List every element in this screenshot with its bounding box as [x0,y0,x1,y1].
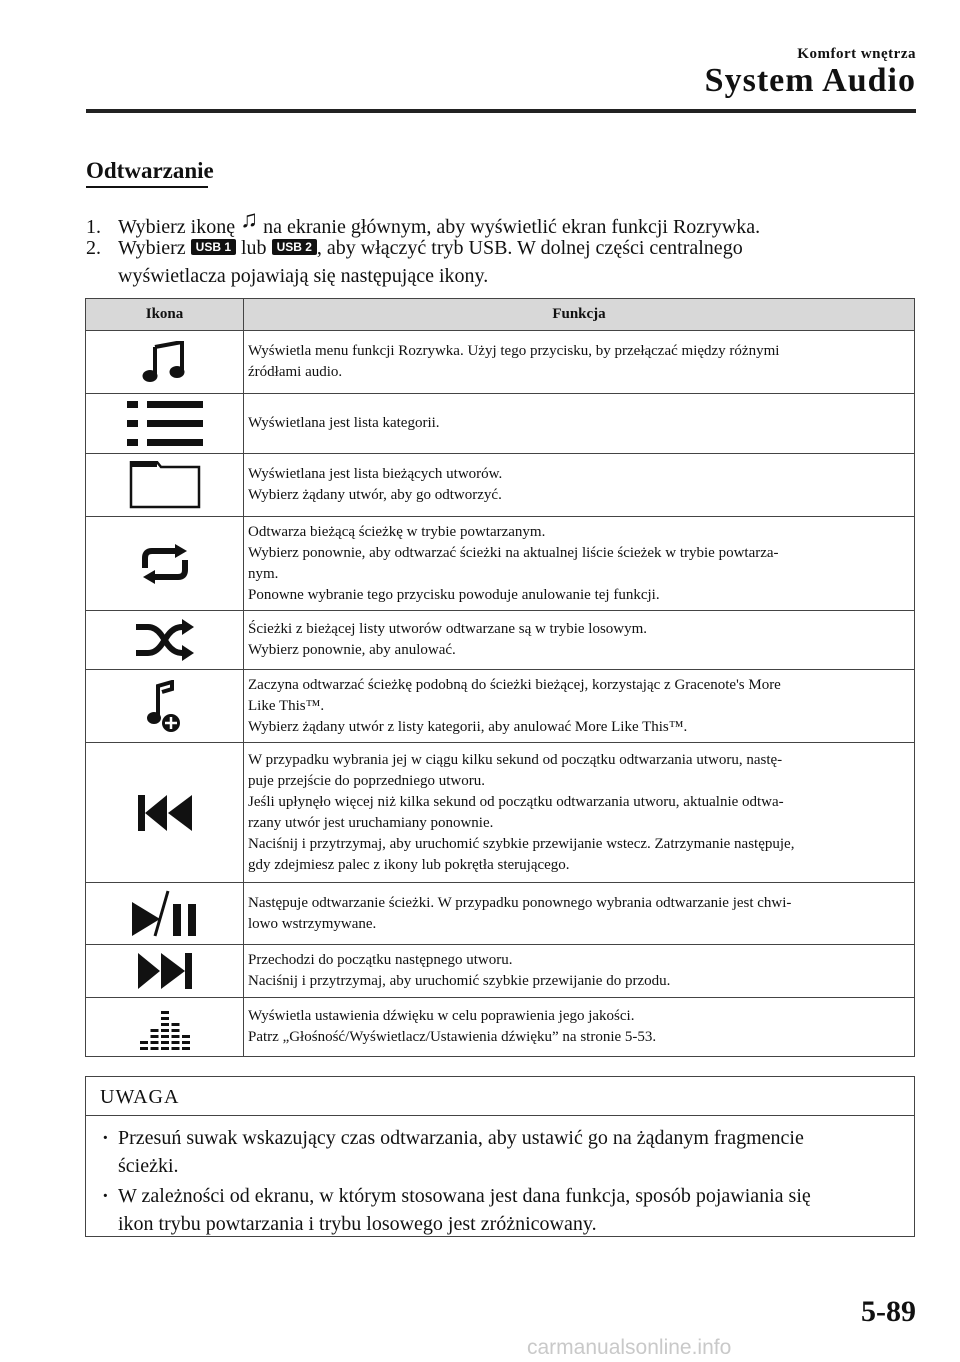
table-cell-function [244,743,915,883]
header-title: System Audio [704,62,916,99]
shuffle-icon [87,618,242,662]
note-text-line: · W zależności od ekranu, w którym stosowana jest dana funkcja, sposób pojawiania się [118,1185,811,1207]
column-header-function: Funkcja [244,299,915,331]
table-cell-icon [86,517,244,611]
function-text-line: gdy zdejmiesz palec z ikony lub pokrętła sterującego. [248,856,570,873]
function-text-line: Wyświetla menu funkcji Rozrywka. Użyj tego przycisku, by przełączać między różnymi [248,343,780,359]
repeat-icon [87,544,242,584]
function-text-line: Like This™. [248,697,325,714]
note-box [85,1076,915,1237]
column-header-icon: Ikona [86,299,244,331]
function-text-line: lowo wstrzymywane. [248,915,377,932]
table-row [86,454,915,517]
table-cell-function [244,998,915,1057]
function-text-line: Naciśnij i przytrzymaj, aby uruchomić szybkie przewijanie do przodu. [248,973,671,989]
table-cell-icon [86,394,244,454]
watermark: carmanualsonline.info [527,1336,732,1359]
table-cell-function [244,517,915,611]
more-like-this-icon [87,680,242,732]
table-row [86,883,915,945]
page-number: 5-89 [861,1295,916,1328]
table-cell-function [244,454,915,517]
step-text: na ekranie głównym, aby wyświetlić ekran funkcji Rozrywka. [258,216,761,238]
table-row [86,394,915,454]
table-cell-icon [86,670,244,743]
function-text-line: Wybierz ponownie, aby anulować. [248,642,456,658]
list-icon [87,398,242,450]
function-text-line: puje przejście do poprzedniego utworu. [248,772,486,789]
function-text-line: Odtwarza bieżącą ścieżkę w trybie powtarzanym. [248,523,546,540]
table-row [86,998,915,1057]
table-cell-icon [86,611,244,670]
function-text-line: W przypadku wybrania jej w ciągu kilku sekund od początku odtwarzania utworu, nastę- [248,751,783,768]
table-row [86,611,915,670]
table-cell-icon [86,945,244,998]
function-text-line: źródłami audio. [248,364,343,380]
equalizer-icon [87,1003,242,1051]
music-note-icon [87,341,242,383]
table-cell-icon [86,743,244,883]
step-text: Wybierz [118,237,191,259]
table-cell-function [244,670,915,743]
function-text-line: Patrz „Głośność/Wyświetlacz/Ustawienia dźwięku” na stronie 5-53. [248,1029,657,1045]
table-cell-function [244,611,915,670]
usb2-badge: USB 2 [272,239,317,255]
table-cell-icon [86,883,244,945]
step-text: , aby włączyć tryb USB. W dolnej części centralnego [316,237,743,259]
music-note-icon: ♫ [240,207,259,233]
note-item [100,1124,904,1180]
step-2 [86,234,926,290]
function-text-line: Naciśnij i przytrzymaj, aby uruchomić szybkie przewijanie wstecz. Zatrzymanie następuje, [248,835,795,852]
section-title: Odtwarzanie [86,158,214,183]
function-text-line: rzany utwór jest uruchamiany ponownie. [248,814,494,831]
table-cell-icon [86,998,244,1057]
function-text-line: Wyświetlana jest lista bieżących utworów. [248,466,503,482]
usb1-badge: USB 1 [191,239,236,255]
table-cell-function [244,394,915,454]
table-row [86,670,915,743]
step-continuation: wyświetlacza pojawiają się następujące ikony. [118,265,489,287]
function-text-line: Wybierz żądany utwór, aby go odtworzyć. [248,487,502,503]
table-cell-function [244,331,915,394]
note-item [100,1182,904,1238]
function-text-line: Wyświetlana jest lista kategorii. [248,415,440,431]
header-rule [86,109,916,113]
table-cell-icon [86,454,244,517]
table-header-row [86,299,915,331]
folder-icon [87,461,242,509]
section-title-underline [86,186,208,188]
icon-function-table [85,298,915,1057]
function-text-line: Przechodzi do początku następnego utworu. [248,952,513,968]
function-text-line: Następuje odtwarzanie ścieżki. W przypadku ponownego wybrania odtwarzanie jest chwi- [248,894,792,911]
header-section: Komfort wnętrza [797,46,916,62]
function-text-line: Wyświetla ustawienia dźwięku w celu poprawienia jego jakości. [248,1008,635,1024]
function-text-line: Wybierz ponownie, aby odtwarzać ścieżki na aktualnej liście ścieżek w trybie powtarza- [248,544,779,561]
play-pause-icon [87,890,242,938]
table-row [86,331,915,394]
function-text-line: Ścieżki z bieżącej listy utworów odtwarzane są w trybie losowym. [248,621,648,637]
previous-track-icon [87,793,242,833]
function-text-line: Jeśli upłynęło więcej niż kilka sekund od początku odtwarzania utworu, aktualnie odtwa- [248,793,784,810]
next-track-icon [87,951,242,991]
table-cell-function [244,945,915,998]
function-text-line: Ponowne wybranie tego przycisku powoduje anulowanie tej funkcji. [248,586,660,603]
step-text: Wybierz ikonę [118,216,241,238]
note-text-line: ikon trybu powtarzania i trybu losowego jest zróżnicowany. [118,1213,597,1235]
function-text-line: Wybierz żądany utwór z listy kategorii, aby anulować More Like This™. [248,718,688,735]
table-cell-function [244,883,915,945]
step-number: 1. [86,216,101,238]
note-text-line: · Przesuń suwak wskazujący czas odtwarzania, aby ustawić go na żądanym fragmencie [118,1127,804,1149]
note-text-line: ścieżki. [118,1155,179,1177]
note-title: UWAGA [86,1077,914,1116]
step-text: lub [236,237,272,259]
table-row [86,517,915,611]
function-text-line: nym. [248,565,279,582]
table-row [86,743,915,883]
table-cell-icon [86,331,244,394]
step-number: 2. [86,237,101,259]
function-text-line: Zaczyna odtwarzać ścieżkę podobną do ścieżki bieżącej, korzystając z Gracenote's More [248,676,781,693]
table-row [86,945,915,998]
note-list [86,1116,914,1238]
